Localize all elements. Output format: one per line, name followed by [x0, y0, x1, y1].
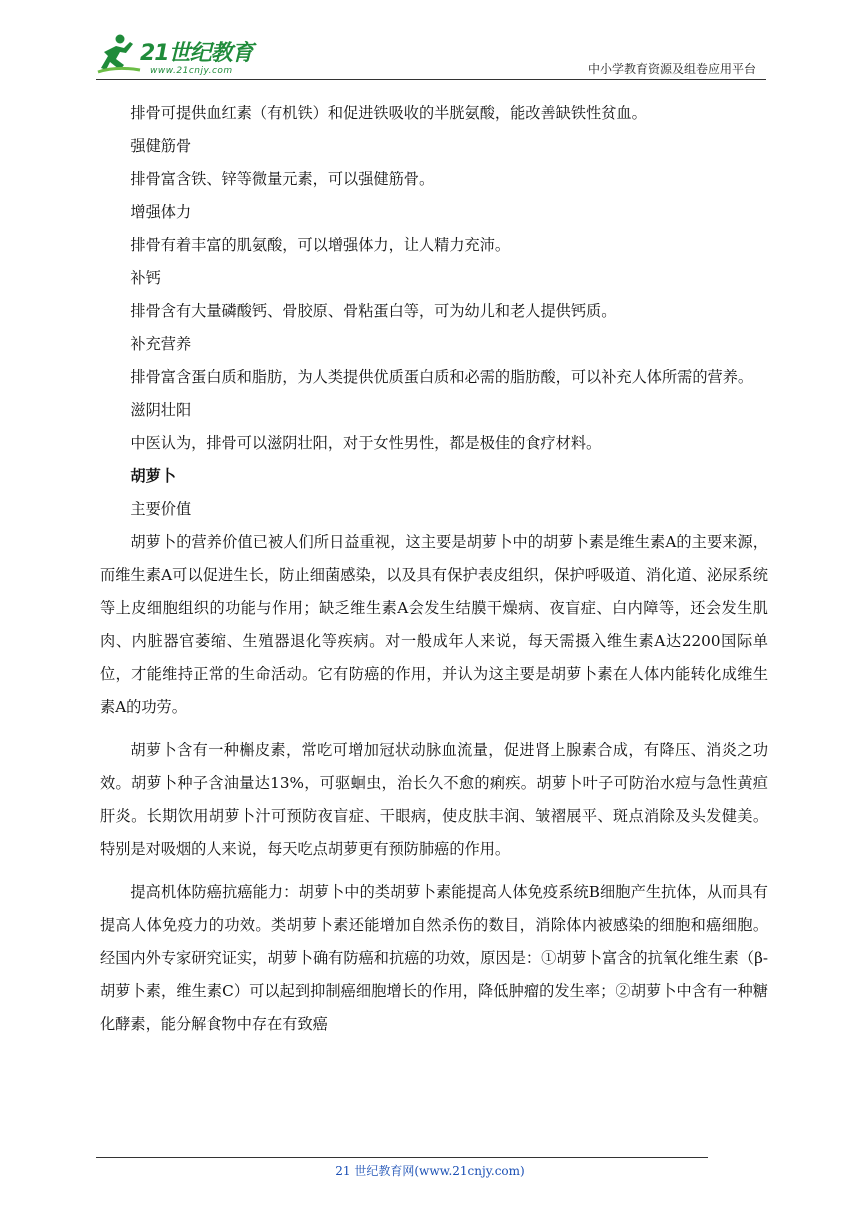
paragraph: 胡萝卜的营养价值已被人们所日益重视，这主要是胡萝卜中的胡萝卜素是维生素A的主要来源，而维生素A可以促进生长，防止细菌感染，以及具有保护表皮组织，保护呼吸道、消化道、泌尿系统等上皮细胞组织的功能与作用；缺乏维生素A会发生结膜干燥病、夜盲症、白内障等，还会发生肌肉、内脏器官萎缩、生殖器退化等疾病。对一般成年人来说，每天需摄入维生素A达2200国际单位，才能维持正常的生命活动。它有防癌的作用，并认为这主要是胡萝卜素在人体内能转化成维生素A的功劳。: [100, 533, 768, 716]
footer-divider: [96, 1157, 708, 1158]
paragraph: 中医认为，排骨可以滋阴壮阳，对于女性男性，都是极佳的食疗材料。: [130, 434, 602, 452]
paragraph: 排骨含有大量磷酸钙、骨胶原、骨粘蛋白等，可为幼儿和老人提供钙质。: [130, 302, 617, 320]
paragraph: 提高机体防癌抗癌能力：胡萝卜中的类胡萝卜素能提高人体免疫系统B细胞产生抗体，从而具有提高人体免疫力的功效。类胡萝卜素还能增加自然杀伤的数目，消除体内被感染的细胞和癌细胞。经国内外专家研究证实，胡萝卜确有防癌和抗癌的功效，原因是：①胡萝卜富含的抗氧化维生素（β-胡萝卜素，维生素C）可以起到抑制癌细胞增长的作用，降低肿瘤的发生率；②胡萝卜中含有一种糖化酵素，能分解食物中存在有致癌: [100, 883, 768, 1033]
page-footer[interactable]: 21 世纪教育网(www.21cnjy.com): [335, 1164, 525, 1178]
runner-logo-icon: [96, 32, 146, 76]
paragraph: 增强体力: [130, 203, 192, 221]
paragraph: 补钙: [130, 269, 161, 287]
paragraph: 主要价值: [130, 500, 192, 518]
paragraph: 滋阴壮阳: [130, 401, 192, 419]
paragraph: 排骨可提供血红素（有机铁）和促进铁吸收的半胱氨酸，能改善缺铁性贫血。: [130, 104, 647, 122]
page-header: [96, 30, 766, 80]
paragraph: 排骨富含铁、锌等微量元素，可以强健筋骨。: [130, 170, 435, 188]
logo-url: www.21cnjy.com: [150, 66, 233, 76]
paragraph: 排骨富含蛋白质和脂肪，为人类提供优质蛋白质和必需的脂肪酸，可以补充人体所需的营养。: [130, 368, 754, 386]
platform-title: 中小学教育资源及组卷应用平台: [587, 62, 756, 76]
paragraph: 强健筋骨: [130, 137, 192, 155]
section-heading: 胡萝卜: [130, 467, 176, 485]
paragraph: 补充营养: [130, 335, 192, 353]
paragraph: 排骨有着丰富的肌氨酸，可以增强体力，让人精力充沛。: [130, 236, 511, 254]
header-divider: [96, 79, 766, 80]
document-body: [100, 97, 768, 1041]
logo-wordmark: 21世纪教育: [140, 41, 253, 66]
site-logo[interactable]: [96, 32, 266, 76]
paragraph: 胡萝卜含有一种槲皮素，常吃可增加冠状动脉血流量，促进肾上腺素合成，有降压、消炎之功效。胡萝卜种子含油量达13%，可驱蛔虫，治长久不愈的痢疾。胡萝卜叶子可防治水痘与急性黄疸肝炎。长期饮用胡萝卜汁可预防夜盲症、干眼病，使皮肤丰润、皱褶展平、斑点消除及头发健美。特别是对吸烟的人来说，每天吃点胡萝更有预防肺癌的作用。: [100, 741, 768, 858]
